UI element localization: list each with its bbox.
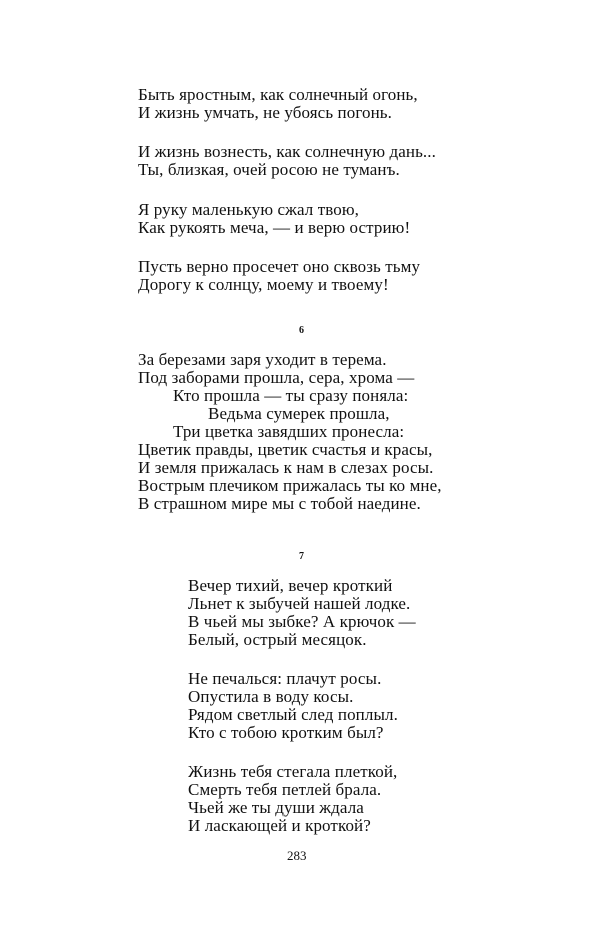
poem-line: Кто с тобою кротким был? bbox=[188, 723, 384, 742]
poem-line: Дорогу к солнцу, моему и твоему! bbox=[138, 275, 389, 294]
section-number: 6 bbox=[299, 325, 304, 336]
section-number: 7 bbox=[299, 551, 304, 562]
poem-line: Белый, острый месяцок. bbox=[188, 630, 367, 649]
poem-line: И ласкающей и кроткой? bbox=[188, 816, 371, 835]
poem-line: И земля прижалась к нам в слезах росы. bbox=[138, 458, 434, 477]
poem-line: Смерть тебя петлей брала. bbox=[188, 780, 382, 799]
poem-line: И жизнь вознесть, как солнечную дань... bbox=[138, 142, 436, 161]
poem-line: И жизнь умчать, не убоясь погонь. bbox=[138, 103, 392, 122]
poem-line: Я руку маленькую сжал твою, bbox=[138, 200, 360, 219]
poem-line: Чьей же ты души ждала bbox=[188, 798, 364, 817]
poem-line: Цветик правды, цветик счастья и красы, bbox=[138, 440, 433, 459]
poem-line: Льнет к зыбучей нашей лодке. bbox=[188, 594, 411, 613]
poem-line: Опустила в воду косы. bbox=[188, 687, 354, 706]
poem-line: Жизнь тебя стегала плеткой, bbox=[188, 762, 398, 781]
page-number: 283 bbox=[287, 848, 307, 863]
poem-line: Пусть верно просечет оно сквозь тьму bbox=[138, 257, 421, 276]
poem-line: В страшном мире мы с тобой наедине. bbox=[138, 494, 421, 513]
poem-line: Ведьма сумерек прошла, bbox=[208, 404, 390, 423]
poem-line: В чьей мы зыбке? А крючок — bbox=[188, 612, 416, 631]
poem-line: Не печалься: плачут росы. bbox=[188, 669, 382, 688]
poem-line: Быть яростным, как солнечный огонь, bbox=[138, 85, 418, 104]
poem-line: Вострым плечиком прижалась ты ко мне, bbox=[138, 476, 442, 495]
poem-line: Три цветка завядших пронесла: bbox=[173, 422, 405, 441]
poem-line: Под заборами прошла, сера, хрома — bbox=[138, 368, 415, 387]
poem-line: Вечер тихий, вечер кроткий bbox=[188, 576, 393, 595]
poem-line: Рядом светлый след поплыл. bbox=[188, 705, 398, 724]
poem-line: За березами заря уходит в терема. bbox=[138, 350, 387, 369]
poem-line: Ты, близкая, очей росою не туманъ. bbox=[138, 160, 400, 179]
poem-line: Как рукоять меча, — и верю острию! bbox=[138, 218, 411, 237]
poem-line: Кто прошла — ты сразу поняла: bbox=[173, 386, 409, 405]
